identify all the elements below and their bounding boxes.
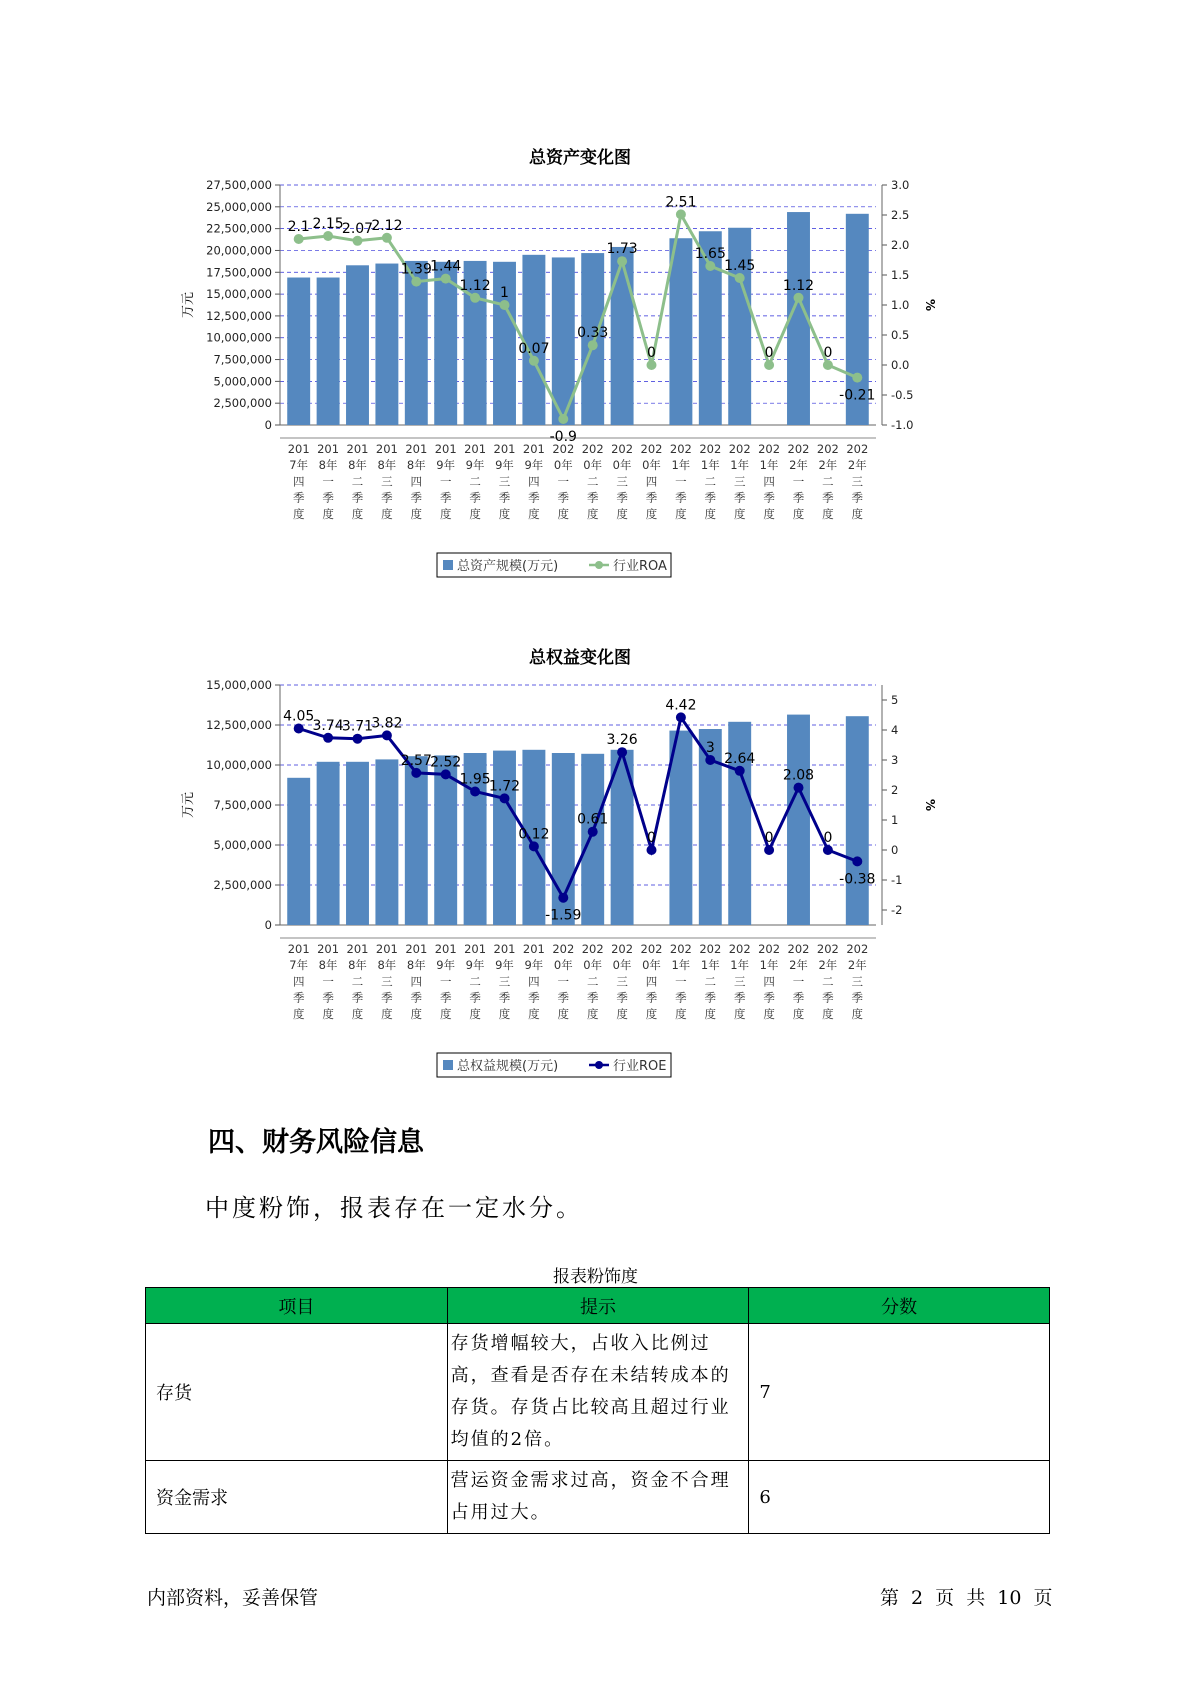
data-label: 2.57 [400, 752, 432, 769]
data-point [676, 712, 686, 722]
footer-confidential: 内部资料，妥善保管 [147, 1587, 319, 1609]
y-tick-label: 22,500,000 [206, 221, 272, 236]
column-header: 分数 [749, 1288, 1050, 1324]
column-header: 项目 [146, 1288, 448, 1324]
data-label: 2.15 [312, 216, 344, 232]
x-tick-label: 202 2年一季度 [787, 942, 810, 1021]
x-tick-label: 202 0年三季度 [611, 942, 634, 1021]
data-point [353, 236, 363, 246]
y2-tick-label: -0.5 [891, 388, 914, 402]
data-point [529, 356, 539, 366]
bar [611, 247, 634, 425]
legend-line-marker [595, 561, 603, 569]
row-item: 存货 [146, 1324, 448, 1461]
data-point [558, 893, 568, 903]
data-point [794, 783, 804, 793]
legend-bar-label: 总权益规模(万元) [457, 1059, 559, 1074]
data-label: 2.51 [665, 194, 697, 211]
data-label: 1.65 [694, 246, 726, 262]
data-label: 1.12 [782, 277, 815, 294]
x-tick-label: 201 9年四季度 [522, 942, 545, 1021]
data-label: 4.42 [665, 697, 697, 714]
x-tick-label: 202 0年二季度 [581, 942, 604, 1021]
data-point [823, 360, 833, 370]
table-header-row [146, 1288, 1050, 1324]
x-tick-label: 202 2年二季度 [816, 442, 839, 521]
data-label: 1.73 [606, 241, 638, 258]
section-heading: 四、财务风险信息 [208, 1127, 424, 1158]
risk-summary: 中度粉饰，报表存在一定水分。 [205, 1194, 583, 1222]
legend-bar-swatch [443, 1060, 453, 1070]
legend-line-label: 行业ROA [613, 559, 667, 574]
data-point [617, 747, 627, 757]
table-caption: 报表粉饰度 [553, 1267, 638, 1287]
row-score: 6 [749, 1461, 1050, 1534]
total-assets-chart [180, 175, 980, 595]
legend-bar-label: 总资产规模(万元) [457, 559, 559, 574]
data-point [647, 845, 657, 855]
y-tick-label: 15,000,000 [206, 678, 272, 692]
x-tick-label: 201 9年一季度 [434, 942, 457, 1021]
footer-page-number: 第 2 页 共 10 页 [880, 1587, 1053, 1609]
x-tick-label: 201 8年一季度 [317, 942, 340, 1021]
x-tick-label: 202 1年四季度 [758, 442, 781, 521]
bar [375, 264, 398, 425]
data-point [470, 293, 480, 303]
data-point [735, 766, 745, 776]
data-point [588, 827, 598, 837]
data-point [735, 273, 745, 283]
x-tick-label: 202 0年四季度 [640, 942, 663, 1021]
data-label: 0 [647, 830, 656, 846]
total-equity-chart-block [180, 640, 980, 1090]
x-tick-label: 201 8年三季度 [375, 442, 398, 521]
data-label: 2.64 [724, 750, 756, 767]
x-tick-label: 202 1年三季度 [728, 442, 751, 521]
y2-tick-label: -1.0 [891, 418, 914, 432]
data-label: 0 [823, 830, 833, 846]
bar [346, 762, 369, 925]
y2-tick-label: 1.0 [891, 298, 910, 312]
y-tick-label: 0 [264, 918, 272, 932]
x-tick-label: 202 0年四季度 [640, 442, 663, 521]
y-tick-label: 17,500,000 [206, 265, 272, 280]
row-item: 资金需求 [146, 1461, 448, 1534]
y2-tick-label: 0 [891, 843, 899, 857]
y-tick-label: 25,000,000 [206, 199, 272, 214]
y-tick-label: 2,500,000 [213, 396, 272, 411]
x-tick-label: 202 0年三季度 [611, 442, 634, 521]
data-point [323, 733, 333, 743]
x-tick-label: 202 0年二季度 [581, 442, 604, 521]
data-point [764, 360, 774, 370]
data-label: 3.71 [341, 718, 374, 735]
x-tick-label: 201 9年三季度 [493, 442, 516, 521]
data-label: 2.52 [430, 754, 462, 771]
data-point [353, 734, 363, 744]
x-tick-label: 201 9年三季度 [493, 942, 516, 1021]
bar [346, 265, 369, 425]
x-tick-label: 202 1年一季度 [669, 442, 692, 521]
data-label: 0 [764, 830, 774, 846]
y2-tick-label: 2 [891, 783, 899, 797]
data-point [500, 793, 510, 803]
data-point [323, 231, 333, 241]
y-tick-label: 12,500,000 [206, 718, 272, 732]
x-tick-label: 202 1年四季度 [758, 942, 781, 1021]
bar [434, 262, 457, 425]
data-point [794, 293, 804, 303]
x-tick-label: 201 7年四季度 [287, 942, 310, 1021]
data-point [676, 209, 686, 219]
x-tick-label: 201 8年二季度 [346, 942, 369, 1021]
x-tick-label: 202 1年二季度 [699, 442, 722, 521]
data-label: -0.9 [549, 429, 577, 445]
bar [375, 759, 398, 925]
x-tick-label: 201 8年三季度 [375, 942, 398, 1021]
y-tick-label: 10,000,000 [206, 330, 272, 345]
bar [287, 278, 310, 425]
y-tick-label: 12,500,000 [206, 308, 272, 323]
x-tick-label: 202 2年三季度 [846, 942, 869, 1021]
x-tick-label: 201 7年四季度 [287, 442, 310, 521]
bar [846, 716, 869, 925]
data-label: 0.33 [577, 325, 609, 342]
risk-table [145, 1287, 1050, 1534]
legend-bar-swatch [443, 560, 453, 570]
legend-line-marker [595, 1061, 603, 1069]
x-tick-label: 201 9年一季度 [434, 442, 457, 521]
row-score: 7 [749, 1324, 1050, 1461]
data-label: 1.39 [400, 261, 432, 278]
y-tick-label: 10,000,000 [206, 758, 272, 772]
data-point [411, 768, 421, 778]
x-tick-label: 202 0年一季度 [552, 442, 575, 521]
x-tick-label: 201 8年四季度 [405, 942, 428, 1021]
x-tick-label: 201 8年四季度 [405, 442, 428, 521]
x-tick-label: 201 9年四季度 [522, 442, 545, 521]
data-label: 0 [823, 345, 833, 361]
data-point [441, 769, 451, 779]
data-label: 0 [647, 345, 656, 361]
y2-tick-label: -2 [891, 903, 903, 917]
data-point [705, 755, 715, 765]
y2-tick-label: 3 [891, 753, 899, 767]
data-point [441, 274, 451, 284]
data-label: 3 [705, 740, 715, 756]
data-point [852, 373, 862, 383]
y2-tick-label: 0.5 [891, 328, 910, 342]
data-label: 2.12 [371, 217, 403, 234]
y-tick-label: 15,000,000 [206, 287, 272, 302]
x-tick-label: 201 8年二季度 [346, 442, 369, 521]
data-label: 3.82 [371, 715, 403, 732]
data-label: 2.1 [287, 219, 310, 235]
y2-tick-label: 5 [891, 693, 899, 707]
table-row [146, 1324, 1050, 1461]
x-tick-label: 202 2年一季度 [787, 442, 810, 521]
y-tick-label: 5,000,000 [213, 838, 272, 852]
bar [317, 278, 340, 425]
data-label: 3.26 [606, 732, 638, 749]
y-axis-label: 万元 [181, 791, 196, 819]
data-label: 0 [764, 345, 774, 361]
bar [317, 762, 340, 925]
data-point [764, 845, 774, 855]
y2-tick-label: 1.5 [891, 268, 910, 282]
chart-title: 总权益变化图 [529, 648, 631, 668]
legend-line-label: 行业ROE [613, 1059, 667, 1074]
bar [581, 754, 604, 925]
data-point [705, 261, 715, 271]
row-hint: 存货增幅较大，占收入比例过高，查看是否存在未结转成本的存货。存货占比较高且超过行业均值的2倍。 [447, 1324, 749, 1461]
y2-tick-label: 4 [891, 723, 899, 737]
y-tick-label: 7,500,000 [213, 352, 272, 367]
data-label: -0.21 [839, 387, 876, 404]
x-tick-label: 201 9年二季度 [464, 942, 487, 1021]
y2-tick-label: 2.0 [891, 238, 910, 252]
total-equity-chart [180, 675, 980, 1095]
y-tick-label: 0 [264, 418, 272, 432]
data-label: -1.59 [545, 907, 582, 924]
data-label: -0.38 [839, 871, 876, 888]
total-assets-chart-block [180, 140, 980, 590]
data-label: 2.08 [782, 767, 815, 784]
y-tick-label: 7,500,000 [213, 798, 272, 812]
data-label: 1.95 [459, 771, 491, 788]
data-label: 2.07 [341, 220, 374, 237]
data-point [588, 340, 598, 350]
x-tick-label: 202 1年一季度 [669, 942, 692, 1021]
y2-tick-label: -1 [891, 873, 903, 887]
data-point [647, 360, 657, 370]
data-point [470, 787, 480, 797]
y-tick-label: 27,500,000 [206, 178, 272, 192]
column-header: 提示 [447, 1288, 749, 1324]
y2-tick-label: 1 [891, 813, 899, 827]
bar [493, 751, 516, 925]
data-point [529, 841, 539, 851]
data-label: 0.07 [518, 340, 550, 357]
data-point [382, 233, 392, 243]
bar [787, 715, 810, 925]
y2-axis-label: % [923, 798, 937, 812]
data-point [294, 234, 304, 244]
data-point [852, 856, 862, 866]
y2-tick-label: 3.0 [891, 178, 910, 192]
x-tick-label: 202 2年三季度 [846, 442, 869, 521]
x-tick-label: 202 1年三季度 [728, 942, 751, 1021]
y2-tick-label: 0.0 [891, 358, 910, 372]
x-tick-label: 201 9年二季度 [464, 442, 487, 521]
x-tick-label: 202 1年二季度 [699, 942, 722, 1021]
data-label: 0.61 [577, 811, 609, 828]
data-point [500, 300, 510, 310]
y2-axis-label: % [923, 298, 937, 312]
data-label: 1.45 [724, 258, 756, 274]
data-label: 3.74 [312, 717, 344, 734]
x-tick-label: 201 8年一季度 [317, 442, 340, 521]
table-row [146, 1461, 1050, 1534]
row-hint: 营运资金需求过高，资金不合理占用过大。 [447, 1461, 749, 1534]
data-label: 0.12 [518, 826, 550, 843]
data-label: 1 [500, 285, 509, 301]
y-tick-label: 5,000,000 [213, 374, 272, 389]
y-tick-label: 2,500,000 [213, 878, 272, 892]
data-point [823, 845, 833, 855]
data-point [558, 414, 568, 424]
data-point [411, 277, 421, 287]
x-tick-label: 202 0年一季度 [552, 942, 575, 1021]
bar [405, 756, 428, 925]
data-label: 4.05 [283, 708, 315, 725]
bar [287, 778, 310, 925]
bar [434, 755, 457, 925]
data-point [294, 724, 304, 734]
y2-tick-label: 2.5 [891, 208, 910, 222]
bar [669, 238, 692, 425]
chart-title: 总资产变化图 [529, 148, 631, 168]
data-label: 1.12 [459, 277, 491, 294]
x-tick-label: 202 2年二季度 [816, 942, 839, 1021]
data-point [617, 256, 627, 266]
data-label: 1.72 [488, 778, 521, 795]
y-tick-label: 20,000,000 [206, 243, 272, 258]
data-label: 1.44 [430, 258, 462, 275]
y-axis-label: 万元 [181, 291, 196, 319]
data-point [382, 730, 392, 740]
